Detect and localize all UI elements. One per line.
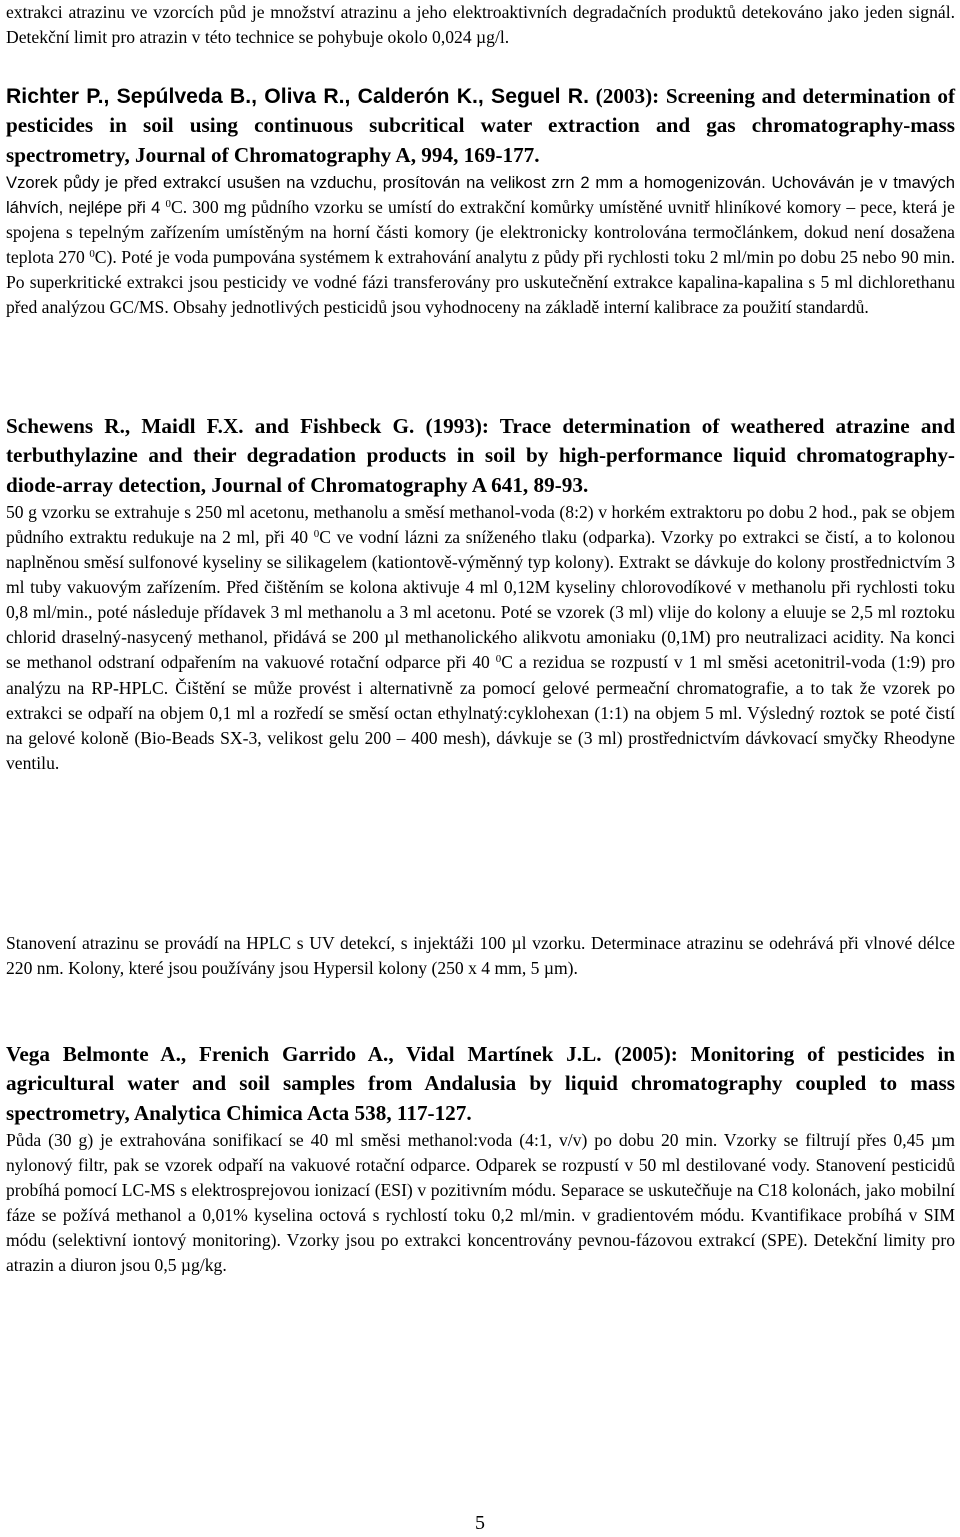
intro-paragraph: [6, 0, 955, 50]
reference-schewens-body-a: 50 g vzorku se extrahuje s 250 ml acetonu, methanolu a směsí methanol-voda (8:2) v horkém extraktoru po dobu 2 hod., pak se objem půdního extraktu redukuje na 2 ml, při 40: [6, 501, 955, 547]
reference-vega: [6, 1040, 955, 1278]
degree-superscript: 0: [313, 527, 320, 540]
reference-richter-citation: (2003): Screening and determination of pesticides in soil using continuous subcritical water extraction and gas chromatography-mass spectrometry, Journal of Chromatography A, 994, 169-177.: [6, 84, 956, 167]
degree-superscript: 0: [495, 653, 502, 666]
reference-vega-body: Půda (30 g) je extrahována sonifikací se 40 ml směsi methanol:voda (4:1, v/v) po dobu 20 min. Vzorky se filtrují přes 0,45 µm nylonový filtr, pak se vzorek odpaří na vakuové rotační odparce. Odparek se rozpustí v 50 ml destilované vody. Stanovení pesticidů probíhá pomocí LC-MS s elektrosprejovou ionizací (ESI) v pozitivním módu. Separace se uskutečňuje na C18 kolonách, jako mobilní fáze se požívá methanol a 0,01% kyselina octová s rychlostí toku 0,2 ml/min. v gradientovém módu. Kvantifikace probíhá v SIM módu (selektivní iontový monitoring). Vzorky jsou po extrakci koncentrovány pevnou-fázovou extrakcí (SPE). Detekční limity pro atrazin a diuron jsou 0,5 µg/kg.: [6, 1129, 955, 1276]
reference-schewens-body-b: C ve vodní lázni za sníženého tlaku (odparka). Vzorky po extrakci se čistí, a to kolonou naplněnou směsí sulfonové kyseliny se silikagelem (kationtově-výměnný typ kolony). Extrakt se dávkuje do kolony prostřednictvím 3 ml tuby vakuovým zařízením. Před čištěním se kolona aktivuje 4 ml 0,12M kyseliny chlorovodíkové v methanolu při rychlosti toku 0,8 ml/min., poté následuje přídavek 3 ml methanolu a 3 ml acetonu. Poté se vzorek (3 ml) vlije do kolony a eluuje se 2,5 ml roztoku chlorid draselný-nasycený methanol, přidává se 200 µl methanolického alikvotu amoniaku (0,1M) pro neutralizaci acidity. Na konci se methanol odstraní odpařením na vakuové rotační odparce při 40: [6, 526, 955, 673]
reference-schewens: [6, 412, 955, 776]
degree-superscript: 0: [165, 197, 171, 210]
reference-schewens-body: [6, 500, 955, 776]
reference-schewens-heading: Schewens R., Maidl F.X. and Fishbeck G. (1993): Trace determination of weathered atrazine and terbuthylazine and their degradation products in soil by high-performance liquid chromatography-diode-array detection, Journal of Chromatography A 641, 89-93.: [6, 414, 955, 497]
reference-schewens-body-c: C a rezidua se rozpustí v 1 ml směsi acetonitril-voda (1:9) pro analýzu na RP-HPLC. Čištění se může provést i alternativně za pomocí gelové permeační chromatografie, a to tak že vzorek po extrakci se odpaří na objem 0,1 ml a rozředí se směsí octan ethylnatý:cyklohexan (1:1) na objem 5 ml. Výsledný roztok se poté čistí na gelové koloně (Bio-Beads SX-3, velikost gelu 200 – 400 mesh), dávkuje se (3 ml) prostřednictvím dávkovací smyčky Rheodyne ventilu.: [6, 652, 956, 773]
reference-richter: [6, 82, 955, 320]
reference-vega-heading: Vega Belmonte A., Frenich Garrido A., Vidal Martínek J.L. (2005): Monitoring of pesticides in agricultural water and soil samples from Andalusia by liquid chromatography coupled to mass spectrometry, Analytica Chimica Acta 538, 117-127.: [6, 1042, 955, 1125]
page-number: 5: [475, 1512, 485, 1534]
hplc-paragraph: [6, 931, 955, 981]
reference-richter-authors: Richter P., Sepúlveda B., Oliva R., Calderón K., Seguel R.: [6, 85, 589, 108]
reference-richter-body-a: C. 300 mg půdního vzorku se umístí do extrakční komůrky umístěné uvnitř hliníkové komory – pece, která je spojena s tepelným zařízením umístěným na horní části komory (je elektronicky kontrolována termočlánkem, dokud není dosažena teplota 270: [6, 196, 955, 268]
reference-richter-heading: [6, 82, 955, 170]
reference-richter-body: [6, 170, 955, 321]
reference-richter-sans-text: Vzorek půdy je před extrakcí usušen na vzduchu, prosítován na velikost zrn 2 mm a homogenizován. Uchováván je v tmavých láhvích, nejlépe při 4: [6, 172, 955, 217]
reference-richter-body-b: C). Poté je voda pumpována systémem k extrahování analytu z půdy při rychlosti toku 2 ml/min po dobu 25 nebo 90 min. Po superkritické extrakci jsou pesticidy ve vodné fázi transferovány pro uskutečnění extrakce kapalina-kapalina s 5 ml dichlorethanu před analýzou GC/MS. Obsahy jednotlivých pesticidů jsou vyhodnoceny na základě interní kalibrace za použití standardů.: [6, 247, 955, 318]
intro-text: extrakci atrazinu ve vzorcích půd je množství atrazinu a jeho elektroaktivních degradačních produktů detekováno jako jeden signál. Detekční limit pro atrazin v této technice se pohybuje okolo 0,024 µg/l.: [6, 2, 955, 48]
degree-superscript: 0: [89, 248, 95, 261]
hplc-text: Stanovení atrazinu se provádí na HPLC s UV detekcí, s injektáži 100 µl vzorku. Determinace atrazinu se odehrává při vlnové délce 220 nm. Kolony, které jsou používány jsou Hypersil kolony (250 x 4 mm, 5 µm).: [6, 933, 955, 979]
